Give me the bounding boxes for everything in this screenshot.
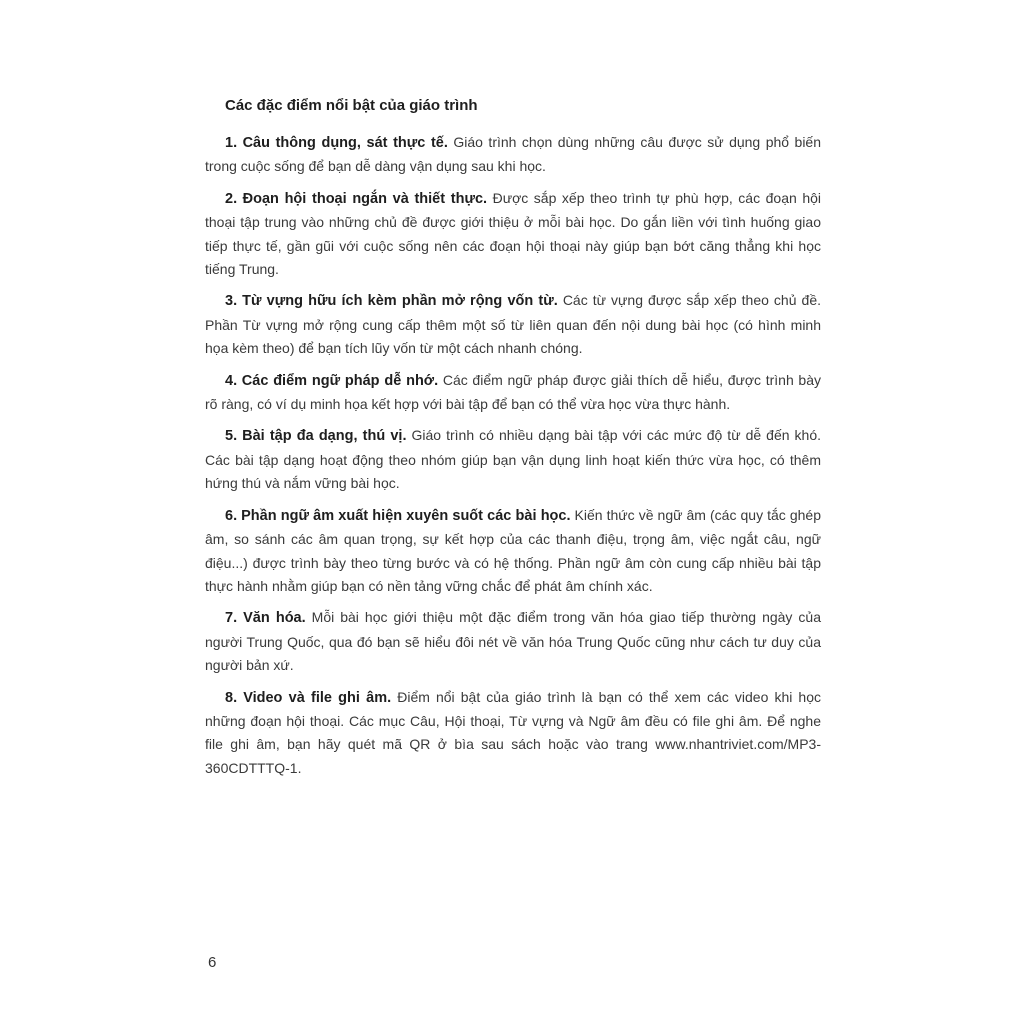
feature-item <box>205 369 821 417</box>
feature-item <box>205 606 821 677</box>
feature-item <box>205 289 821 360</box>
feature-heading: Các điểm ngữ pháp dễ nhớ. <box>241 372 439 389</box>
page-content <box>205 94 821 788</box>
feature-heading: Video và file ghi âm. <box>243 689 392 706</box>
feature-body: Kiến thức về ngữ âm (các quy tắc ghép âm, so sánh các âm quan trọng, sự kết hợp của các thanh điệu, trọng âm, việc ngắt câu, ngữ điệu...) được trình bày theo từng bước và có hệ thống. Phần ngữ âm còn cung cấp nhiều bài tập thực hành nhằm giúp bạn có nền tảng vững chắc để phát âm chính xác. <box>205 506 821 594</box>
feature-item <box>205 504 821 599</box>
feature-item <box>205 187 821 282</box>
feature-body: Các từ vựng được sắp xếp theo chủ đề. Phần Từ vựng mở rộng cung cấp thêm một số từ liên quan đến nội dung bài học (có hình minh họa kèm theo) để bạn tích lũy vốn từ một cách nhanh chóng. <box>205 292 822 357</box>
feature-body: Điểm nổi bật của giáo trình là bạn có thể xem các video khi học những đoạn hội thoại. Các mục Câu, Hội thoại, Từ vựng và Ngữ âm đều có file ghi âm. Để nghe file ghi âm, bạn hãy quét mã QR ở bìa sau sách hoặc vào trang www.nhantriviet.com/MP3-360CDTTTQ-1. <box>205 688 822 776</box>
feature-heading: Đoạn hội thoại ngắn và thiết thực. <box>242 190 488 207</box>
feature-body: Được sắp xếp theo trình tự phù hợp, các đoạn hội thoại tập trung vào những chủ đề được giới thiệu ở mỗi bài học. Do gắn liền với tình huống giao tiếp thực tế, gần gũi với cuộc sống nên các đoạn hội thoại này giúp bạn bớt căng thẳng khi học tiếng Trung. <box>205 189 822 278</box>
feature-item <box>205 131 821 179</box>
feature-body: Giáo trình có nhiều dạng bài tập với các mức độ từ dễ đến khó. Các bài tập dạng hoạt động theo nhóm giúp bạn vận dụng linh hoạt kiến thức vừa học, có thêm hứng thú và nắm vững bài học. <box>205 427 822 492</box>
feature-number: 4. <box>225 372 238 389</box>
page-number: 6 <box>208 954 217 971</box>
feature-item <box>205 686 821 781</box>
feature-heading: Từ vựng hữu ích kèm phần mở rộng vốn từ. <box>242 293 558 310</box>
feature-body: Mỗi bài học giới thiệu một đặc điểm trong văn hóa giao tiếp thường ngày của người Trung Quốc, qua đó bạn sẽ hiểu đôi nét về văn hóa Trung Quốc cũng như cách tư duy của người bản xứ. <box>205 609 822 674</box>
document-title: Các đặc điểm nổi bật của giáo trình <box>225 97 478 114</box>
feature-heading: Câu thông dụng, sát thực tế. <box>242 135 448 151</box>
feature-number: 8. <box>225 689 238 706</box>
feature-heading: Phần ngữ âm xuất hiện xuyên suốt các bài học. <box>241 507 571 524</box>
feature-number: 5. <box>225 428 238 445</box>
feature-body: Các điểm ngữ pháp được giải thích dễ hiểu, được trình bày rõ ràng, có ví dụ minh họa kết hợp với bài tập để bạn có thể vừa học vừa thực hành. <box>205 371 821 413</box>
feature-heading: Bài tập đa dạng, thú vị. <box>242 428 407 445</box>
feature-number: 3. <box>225 293 238 310</box>
feature-item <box>205 424 821 495</box>
feature-number: 7. <box>225 610 238 627</box>
feature-number: 6. <box>225 507 238 524</box>
feature-number: 2. <box>225 190 238 207</box>
feature-heading: Văn hóa. <box>243 610 306 627</box>
feature-body: Giáo trình chọn dùng những câu được sử dụng phổ biến trong cuộc sống để bạn dễ dàng vận dụng sau khi học. <box>205 134 821 175</box>
feature-number: 1. <box>225 135 238 151</box>
